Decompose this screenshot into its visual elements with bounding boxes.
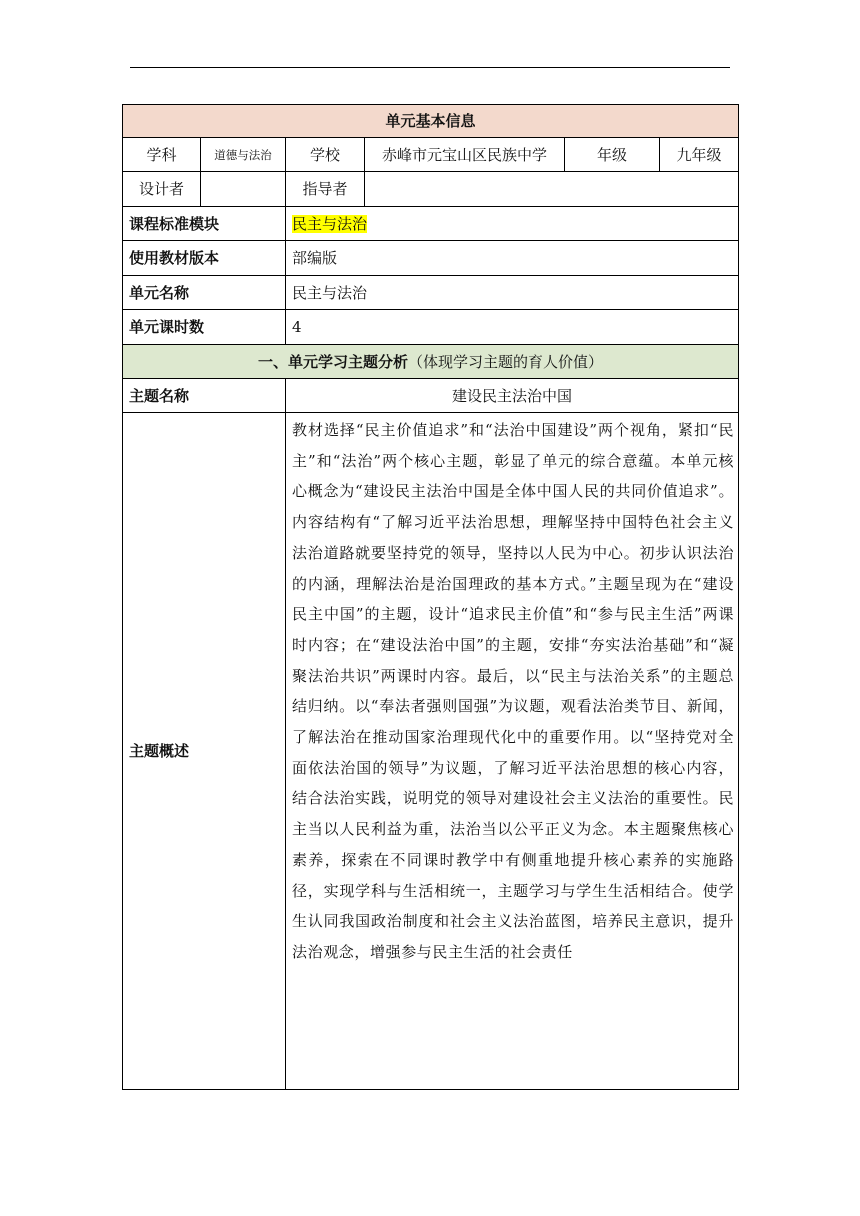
table-row (123, 241, 739, 276)
header-rule (130, 67, 730, 68)
unit-name-label: 单元名称 (123, 276, 286, 310)
table-row (123, 172, 739, 207)
grade-value: 九年级 (660, 138, 739, 172)
textbook-label: 使用教材版本 (123, 241, 286, 276)
overview-text: 教材选择“民主价值追求”和“法治中国建设”两个视角，紧扣“民主”和“法治”两个核心主题，彰显了单元的综合意蕴。本单元核心概念为“建设民主法治中国是全体中国人民的共同价值追求”。内容结构有“了解习近平法治思想，理解坚持中国特色社会主义法治道路就要坚持党的领导，坚持以人民为中心。初步认识法治的内涵，理解法治是治国理政的基本方式。”主题呈现为在“建设民主中国”的主题，设计“追求民主价值”和“参与民主生活”两课时内容；在“建设法治中国”的主题，安排“夯实法治基础”和“凝聚法治共识”两课时内容。最后，以“民主与法治关系”的主题总结归纳。以“奉法者强则国强”为议题，观看法治类节目、新闻，了解法治在推动国家治理现代化中的重要作用。以“坚持党对全面依法治国的领导”为议题，了解习近平法治思想的核心内容，结合法治实践，说明党的领导对建设社会主义法治的重要性。民主当以人民利益为重，法治当以公平正义为念。本主题聚焦核心素养，探索在不同课时教学中有侧重地提升核心素养的实施路径，实现学科与生活相统一，主题学习与学生生活相结合。使学生认同我国政治制度和社会主义法治蓝图，培养民主意识，提升法治观念，增强参与民主生活的社会责任 (292, 421, 735, 961)
overview-label: 主题概述 (123, 413, 286, 1090)
table-title: 单元基本信息 (123, 105, 739, 138)
lesson-count-label: 单元课时数 (123, 310, 286, 345)
table-title-row (123, 105, 739, 138)
section-heading-row (123, 345, 739, 379)
advisor-value (365, 172, 739, 207)
table-row (123, 379, 739, 413)
advisor-label: 指导者 (286, 172, 365, 207)
grade-label: 年级 (565, 138, 660, 172)
table-row (123, 138, 739, 172)
school-label: 学校 (286, 138, 365, 172)
table-row (123, 310, 739, 345)
module-value-highlight: 民主与法治 (292, 214, 368, 233)
table-row (123, 207, 739, 241)
section-heading (123, 345, 739, 379)
table-row (123, 276, 739, 310)
section-heading-note: （体现学习主题的育人价值） (408, 352, 604, 371)
overview-cell (286, 413, 739, 1090)
school-value: 赤峰市元宝山区民族中学 (365, 138, 565, 172)
section-heading-title: 一、单元学习主题分析 (258, 352, 409, 371)
lesson-count-value: 4 (286, 310, 739, 345)
module-value (286, 207, 739, 241)
unit-name-value: 民主与法治 (286, 276, 739, 310)
textbook-value: 部编版 (286, 241, 739, 276)
table-row (123, 413, 739, 1090)
unit-info-table (122, 104, 739, 1090)
designer-label: 设计者 (123, 172, 201, 207)
designer-value (201, 172, 286, 207)
theme-name-label: 主题名称 (123, 379, 286, 413)
subject-label: 学科 (123, 138, 201, 172)
module-label: 课程标准模块 (123, 207, 286, 241)
subject-value: 道德与法治 (201, 138, 286, 172)
theme-name-value: 建设民主法治中国 (286, 379, 739, 413)
